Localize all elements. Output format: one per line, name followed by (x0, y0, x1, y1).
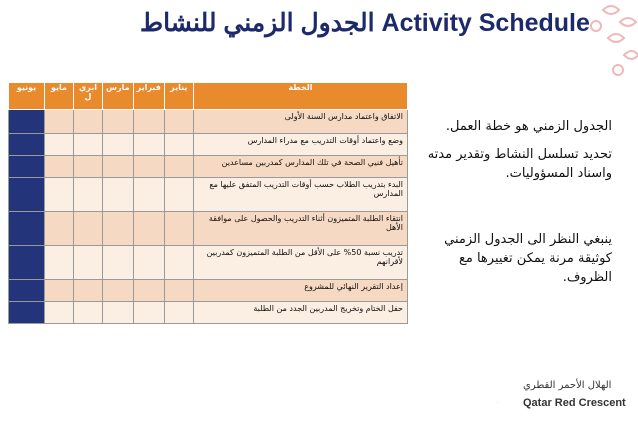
plan-cell: وضع واعتماد أوقات التدريب مع مدراء المدارس (193, 134, 407, 156)
empty-cell (133, 156, 164, 178)
paragraph-sequence: تحديد تسلسل النشاط وتقدير مدته واسناد المسؤوليات. (427, 147, 612, 181)
plan-cell: انتقاء الطلبة المتميزون أثناء التدريب والحصول على موافقة الأهل (193, 212, 407, 246)
paragraph-plan: الجدول الزمني هو خطة العمل. (445, 119, 612, 134)
table-row (9, 246, 408, 280)
empty-cell (45, 246, 74, 280)
table-header-row (9, 83, 408, 110)
empty-cell (74, 134, 103, 156)
empty-cell (164, 212, 193, 246)
logo-english: Qatar Red Crescent (523, 397, 626, 409)
empty-cell (103, 212, 134, 246)
scheduled-cell (9, 110, 45, 134)
empty-cell (45, 212, 74, 246)
table-row (9, 302, 408, 324)
plan-cell: إعداد التقرير النهائي للمشروع (193, 280, 407, 302)
empty-cell (133, 302, 164, 324)
empty-cell (133, 280, 164, 302)
header-april: ابري ل (74, 83, 103, 110)
empty-cell (74, 110, 103, 134)
logo-arabic: الهلال الأحمر القطري (523, 380, 612, 391)
crescent-icon (490, 380, 516, 410)
header-may: مايو (45, 83, 74, 110)
empty-cell (164, 302, 193, 324)
table-row (9, 280, 408, 302)
page-title: الجدول الزمني للنشاط Activity Schedule (140, 9, 590, 37)
empty-cell (74, 246, 103, 280)
scheduled-cell (9, 212, 45, 246)
scheduled-cell (9, 280, 45, 302)
empty-cell (74, 280, 103, 302)
empty-cell (164, 280, 193, 302)
scheduled-cell (9, 134, 45, 156)
plan-cell: تدريب نسبة 50% على الأقل من الطلبة المتميزون كمدربين لأقرانهم (193, 246, 407, 280)
empty-cell (164, 178, 193, 212)
empty-cell (133, 110, 164, 134)
empty-cell (45, 156, 74, 178)
header-plan: الخطة (193, 83, 407, 110)
table-row (9, 134, 408, 156)
header-march: مارس (103, 83, 134, 110)
header-june: يونيو (9, 83, 45, 110)
table-row (9, 178, 408, 212)
empty-cell (45, 134, 74, 156)
empty-cell (103, 246, 134, 280)
empty-cell (45, 110, 74, 134)
empty-cell (103, 302, 134, 324)
empty-cell (103, 134, 134, 156)
plan-cell: الاتفاق واعتماد مدارس السنة الأولى (193, 110, 407, 134)
empty-cell (103, 110, 134, 134)
plan-cell: البدء بتدريب الطلاب حسب أوقات التدريب المتفق عليها مع المدارس (193, 178, 407, 212)
table-body (9, 110, 408, 324)
empty-cell (103, 280, 134, 302)
table-row (9, 156, 408, 178)
empty-cell (74, 178, 103, 212)
empty-cell (103, 156, 134, 178)
empty-cell (164, 134, 193, 156)
empty-cell (74, 156, 103, 178)
empty-cell (164, 246, 193, 280)
empty-cell (45, 280, 74, 302)
empty-cell (133, 178, 164, 212)
scheduled-cell (9, 302, 45, 324)
empty-cell (45, 178, 74, 212)
empty-cell (133, 246, 164, 280)
table-row (9, 110, 408, 134)
scheduled-cell (9, 156, 45, 178)
scheduled-cell (9, 178, 45, 212)
header-january: يناير (164, 83, 193, 110)
table-row (9, 212, 408, 246)
empty-cell (164, 110, 193, 134)
plan-cell: حفل الختام وتخريج المدربين الجدد من الطلبة (193, 302, 407, 324)
paragraph-flexible: ينبغي النظر الى الجدول الزمني كوثيقة مرنة يمكن تغييرها مع الظروف. (444, 232, 612, 285)
empty-cell (74, 302, 103, 324)
empty-cell (45, 302, 74, 324)
empty-cell (103, 178, 134, 212)
empty-cell (133, 134, 164, 156)
scheduled-cell (9, 246, 45, 280)
empty-cell (74, 212, 103, 246)
activity-schedule-table (8, 82, 408, 324)
empty-cell (164, 156, 193, 178)
plan-cell: تأهيل فنيي الصحة في تلك المدارس كمدربين مساعدين (193, 156, 407, 178)
header-february: فبراير (133, 83, 164, 110)
empty-cell (133, 212, 164, 246)
